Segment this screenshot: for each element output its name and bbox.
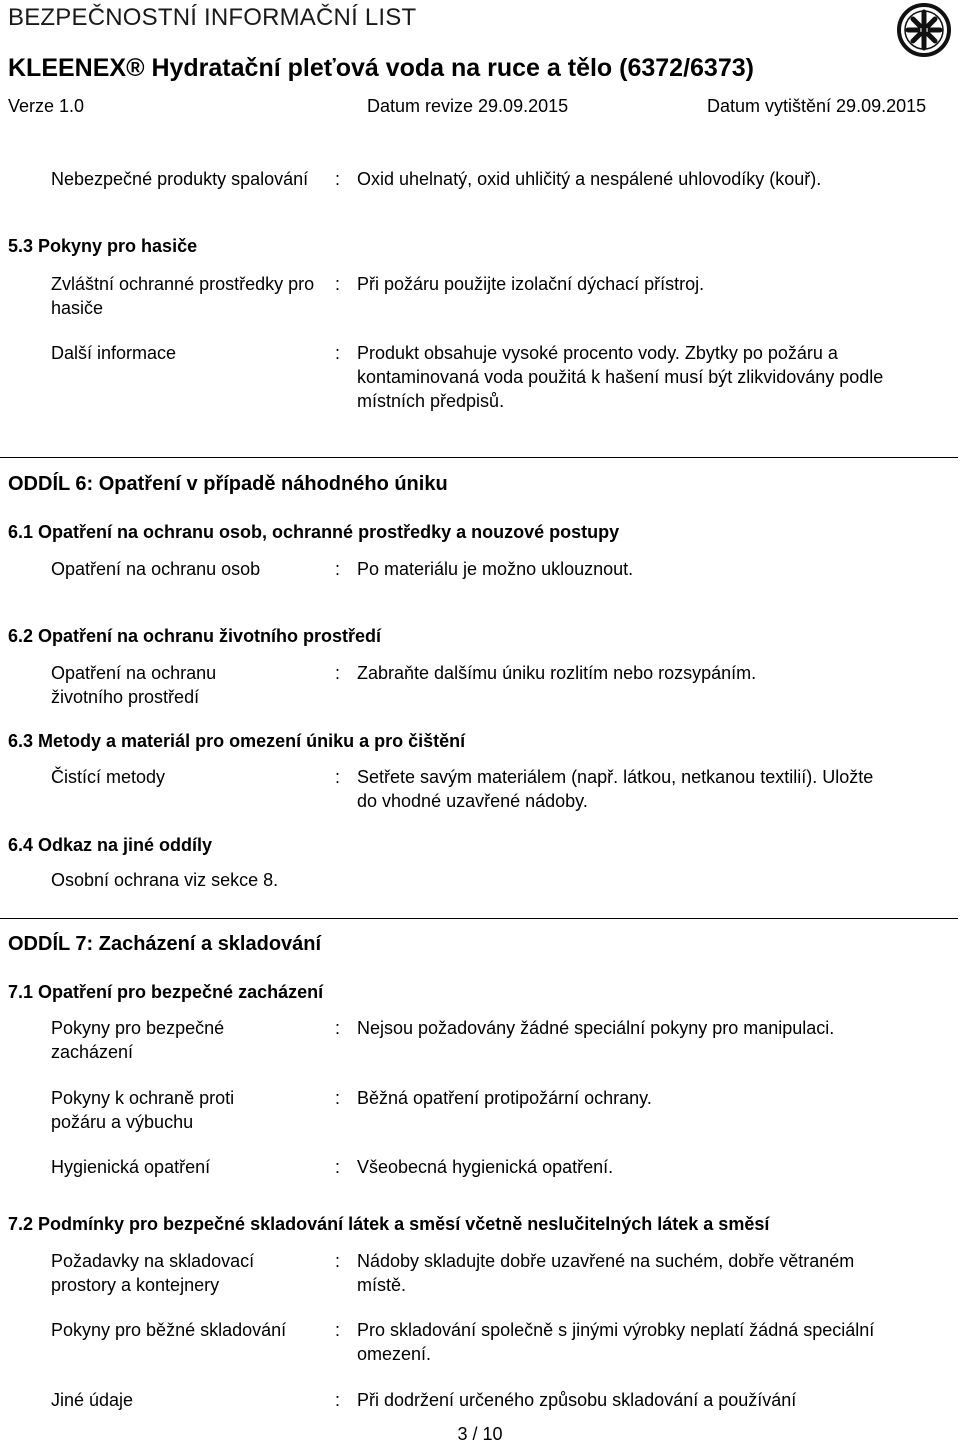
fire-protection-value: Běžná opatření protipožární ochrany. — [357, 1088, 652, 1108]
colon: : — [335, 1390, 341, 1410]
safe-handling-label: Pokyny pro bezpečné zacházení — [51, 1018, 225, 1062]
env-precautions-label: Opatření na ochranu životního prostředí — [51, 663, 217, 707]
subsection-7-2-title: 7.2 Podmínky pro bezpečné skladování látek a směsí včetně neslučitelných látek a směsí — [8, 1214, 770, 1234]
subsection-6-2-title: 6.2 Opatření na ochranu životního prostředí — [8, 626, 382, 646]
version: Verze 1.0 — [8, 96, 85, 116]
hygiene-label: Hygienická opatření — [51, 1157, 211, 1177]
colon: : — [335, 169, 341, 189]
subsection-6-3-title: 6.3 Metody a materiál pro omezení úniku a pro čištění — [8, 731, 466, 751]
further-info-label: Další informace — [51, 343, 177, 363]
other-data-value: Při dodržení určeného způsobu skladování a používání — [357, 1390, 797, 1410]
common-storage-label: Pokyny pro běžné skladování — [51, 1320, 287, 1340]
revision-date: Datum revize 29.09.2015 — [367, 96, 569, 116]
section-7-title: ODDÍL 7: Zacházení a skladování — [8, 933, 322, 955]
env-precautions-value: Zabraňte dalšímu úniku rozlitím nebo rozsypáním. — [357, 663, 757, 683]
personal-precautions-value: Po materiálu je možno uklouznout. — [357, 559, 634, 579]
common-storage-value: Pro skladování společně s jinými výrobky neplatí žádná speciální omezení. — [357, 1320, 875, 1364]
subsection-6-4-title: 6.4 Odkaz na jiné oddíly — [8, 835, 213, 855]
other-data-label: Jiné údaje — [51, 1390, 134, 1410]
colon: : — [335, 274, 341, 294]
colon: : — [335, 1157, 341, 1177]
combustion-label: Nebezpečné produkty spalování — [51, 169, 309, 189]
further-info-value: Produkt obsahuje vysoké procento vody. Zbytky po požáru a kontaminovaná voda použitá k hašení musí být zlikvidovány podle místních předpisů. — [357, 343, 884, 411]
firefighter-equipment-value: Při požáru použijte izolační dýchací přístroj. — [357, 274, 705, 294]
colon: : — [335, 767, 341, 787]
subsection-6-1-title: 6.1 Opatření na ochranu osob, ochranné prostředky a nouzové postupy — [8, 522, 620, 542]
hygiene-value: Všeobecná hygienická opatření. — [357, 1157, 614, 1177]
personal-precautions-label: Opatření na ochranu osob — [51, 559, 261, 579]
colon: : — [335, 1251, 341, 1271]
section-6-title: ODDÍL 6: Opatření v případě náhodného úniku — [8, 473, 448, 495]
subsection-7-1-title: 7.1 Opatření pro bezpečné zacházení — [8, 982, 324, 1002]
company-logo-icon — [896, 2, 952, 58]
storage-requirements-value: Nádoby skladujte dobře uzavřené na suchém, dobře větraném místě. — [357, 1251, 855, 1295]
section-reference-text: Osobní ochrana viz sekce 8. — [51, 870, 279, 890]
storage-requirements-label: Požadavky na skladovací prostory a kontejnery — [51, 1251, 255, 1295]
print-date: Datum vytištění 29.09.2015 — [707, 96, 927, 116]
product-name: KLEENEX® Hydratační pleťová voda na ruce a tělo (6372/6373) — [8, 54, 754, 82]
colon: : — [335, 663, 341, 683]
section-divider — [0, 457, 958, 458]
fire-protection-label: Pokyny k ochraně proti požáru a výbuchu — [51, 1088, 235, 1132]
colon: : — [335, 1088, 341, 1108]
colon: : — [335, 343, 341, 363]
page-number: 3 / 10 — [457, 1424, 503, 1444]
safe-handling-value: Nejsou požadovány žádné speciální pokyny pro manipulaci. — [357, 1018, 835, 1038]
cleaning-methods-label: Čistící metody — [51, 767, 166, 787]
combustion-value: Oxid uhelnatý, oxid uhličitý a nespálené uhlovodíky (kouř). — [357, 169, 822, 189]
subsection-5-3-title: 5.3 Pokyny pro hasiče — [8, 236, 198, 256]
colon: : — [335, 559, 341, 579]
colon: : — [335, 1320, 341, 1340]
firefighter-equipment-label: Zvláštní ochranné prostředky pro hasiče — [51, 274, 315, 318]
colon: : — [335, 1018, 341, 1038]
cleaning-methods-value: Setřete savým materiálem (např. látkou, netkanou textilií). Uložte do vhodné uzavřené nádoby. — [357, 767, 874, 811]
document-title: BEZPEČNOSTNÍ INFORMAČNÍ LIST — [8, 4, 417, 31]
section-divider — [0, 918, 958, 919]
